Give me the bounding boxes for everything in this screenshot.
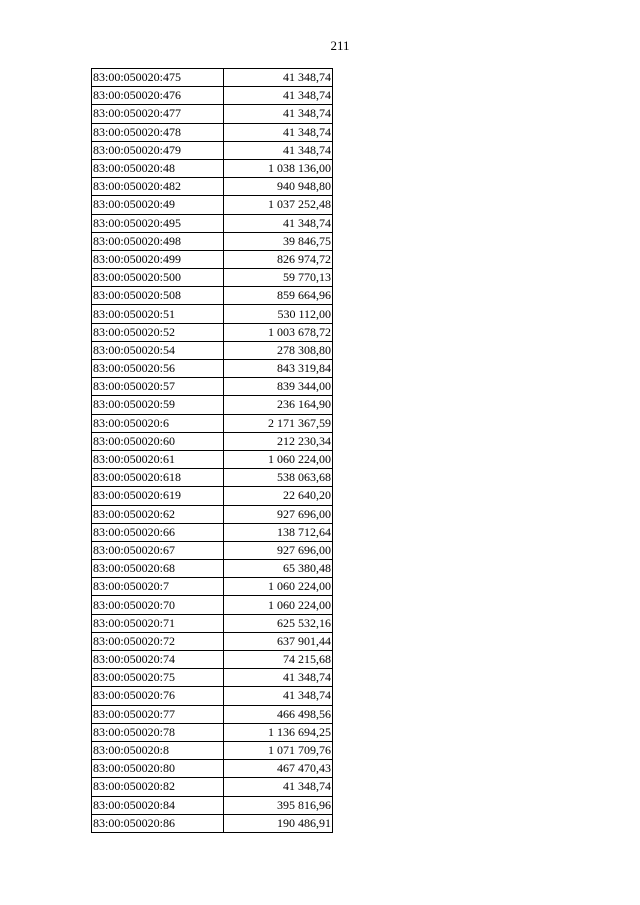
table-row [92,505,333,523]
value-cell: 1 060 224,00 [224,450,333,468]
cadastral-number-cell: 83:00:050020:60 [92,432,224,450]
cadastral-number-cell: 83:00:050020:499 [92,250,224,268]
value-cell: 41 348,74 [224,123,333,141]
cadastral-number-cell: 83:00:050020:77 [92,705,224,723]
cadastral-number-cell: 83:00:050020:52 [92,323,224,341]
cadastral-number-cell: 83:00:050020:59 [92,396,224,414]
cadastral-number-cell: 83:00:050020:66 [92,523,224,541]
cadastral-number-cell: 83:00:050020:57 [92,378,224,396]
value-cell: 138 712,64 [224,523,333,541]
table-row [92,232,333,250]
table-row [92,123,333,141]
cadastral-number-cell: 83:00:050020:78 [92,723,224,741]
cadastral-number-cell: 83:00:050020:67 [92,541,224,559]
value-cell: 59 770,13 [224,269,333,287]
value-cell: 1 037 252,48 [224,196,333,214]
table-row [92,287,333,305]
value-cell: 843 319,84 [224,360,333,378]
cadastral-number-cell: 83:00:050020:478 [92,123,224,141]
cadastral-number-cell: 83:00:050020:70 [92,596,224,614]
table-row [92,87,333,105]
value-cell: 1 071 709,76 [224,741,333,759]
value-cell: 65 380,48 [224,560,333,578]
value-cell: 41 348,74 [224,778,333,796]
cadastral-number-cell: 83:00:050020:61 [92,450,224,468]
page-number: 211 [330,38,350,53]
cadastral-number-cell: 83:00:050020:74 [92,651,224,669]
cadastral-number-cell: 83:00:050020:498 [92,232,224,250]
cadastral-number-cell: 83:00:050020:500 [92,269,224,287]
value-cell: 41 348,74 [224,105,333,123]
table-row [92,760,333,778]
table-row [92,541,333,559]
cadastral-value-table [91,68,333,833]
value-cell: 236 164,90 [224,396,333,414]
table-row [92,560,333,578]
table-row [92,341,333,359]
value-cell: 467 470,43 [224,760,333,778]
table-body [92,69,333,833]
value-cell: 1 136 694,25 [224,723,333,741]
table-row [92,614,333,632]
value-cell: 41 348,74 [224,87,333,105]
cadastral-number-cell: 83:00:050020:476 [92,87,224,105]
value-cell: 22 640,20 [224,487,333,505]
cadastral-number-cell: 83:00:050020:482 [92,178,224,196]
cadastral-number-cell: 83:00:050020:479 [92,141,224,159]
cadastral-number-cell: 83:00:050020:475 [92,69,224,87]
cadastral-number-cell: 83:00:050020:7 [92,578,224,596]
cadastral-number-cell: 83:00:050020:54 [92,341,224,359]
table-row [92,651,333,669]
cadastral-number-cell: 83:00:050020:72 [92,632,224,650]
value-cell: 278 308,80 [224,341,333,359]
table-row [92,596,333,614]
cadastral-number-cell: 83:00:050020:75 [92,669,224,687]
table-row [92,141,333,159]
value-cell: 212 230,34 [224,432,333,450]
value-cell: 940 948,80 [224,178,333,196]
cadastral-number-cell: 83:00:050020:68 [92,560,224,578]
table-row [92,196,333,214]
value-cell: 927 696,00 [224,505,333,523]
value-cell: 1 038 136,00 [224,159,333,177]
table-row [92,269,333,287]
cadastral-number-cell: 83:00:050020:82 [92,778,224,796]
value-cell: 41 348,74 [224,69,333,87]
cadastral-number-cell: 83:00:050020:86 [92,814,224,832]
cadastral-number-cell: 83:00:050020:8 [92,741,224,759]
value-cell: 41 348,74 [224,141,333,159]
value-cell: 41 348,74 [224,214,333,232]
value-cell: 538 063,68 [224,469,333,487]
cadastral-number-cell: 83:00:050020:6 [92,414,224,432]
value-cell: 190 486,91 [224,814,333,832]
table-row [92,705,333,723]
value-cell: 859 664,96 [224,287,333,305]
cadastral-number-cell: 83:00:050020:477 [92,105,224,123]
value-cell: 530 112,00 [224,305,333,323]
value-cell: 927 696,00 [224,541,333,559]
table-row [92,814,333,832]
table-row [92,305,333,323]
cadastral-number-cell: 83:00:050020:71 [92,614,224,632]
cadastral-number-cell: 83:00:050020:51 [92,305,224,323]
table-row [92,796,333,814]
cadastral-number-cell: 83:00:050020:76 [92,687,224,705]
table-row [92,632,333,650]
table-row [92,214,333,232]
value-cell: 637 901,44 [224,632,333,650]
cadastral-number-cell: 83:00:050020:62 [92,505,224,523]
value-cell: 1 060 224,00 [224,578,333,596]
table-row [92,669,333,687]
cadastral-number-cell: 83:00:050020:618 [92,469,224,487]
table-row [92,159,333,177]
table-row [92,741,333,759]
table-row [92,396,333,414]
value-cell: 39 846,75 [224,232,333,250]
value-cell: 1 003 678,72 [224,323,333,341]
table-row [92,105,333,123]
cadastral-number-cell: 83:00:050020:508 [92,287,224,305]
cadastral-number-cell: 83:00:050020:56 [92,360,224,378]
table-row [92,469,333,487]
cadastral-number-cell: 83:00:050020:495 [92,214,224,232]
value-cell: 395 816,96 [224,796,333,814]
cadastral-number-cell: 83:00:050020:80 [92,760,224,778]
value-cell: 826 974,72 [224,250,333,268]
value-cell: 2 171 367,59 [224,414,333,432]
table-row [92,687,333,705]
table-row [92,250,333,268]
table-row [92,778,333,796]
table-row [92,523,333,541]
table-row [92,450,333,468]
table-row [92,487,333,505]
value-cell: 41 348,74 [224,687,333,705]
value-cell: 625 532,16 [224,614,333,632]
table-row [92,414,333,432]
cadastral-number-cell: 83:00:050020:49 [92,196,224,214]
value-cell: 1 060 224,00 [224,596,333,614]
table-row [92,178,333,196]
table-row [92,378,333,396]
table-row [92,69,333,87]
table-row [92,360,333,378]
cadastral-number-cell: 83:00:050020:84 [92,796,224,814]
value-cell: 41 348,74 [224,669,333,687]
table-row [92,432,333,450]
cadastral-number-cell: 83:00:050020:619 [92,487,224,505]
cadastral-number-cell: 83:00:050020:48 [92,159,224,177]
value-cell: 839 344,00 [224,378,333,396]
value-cell: 74 215,68 [224,651,333,669]
table-row [92,323,333,341]
table-row [92,578,333,596]
table-row [92,723,333,741]
value-cell: 466 498,56 [224,705,333,723]
